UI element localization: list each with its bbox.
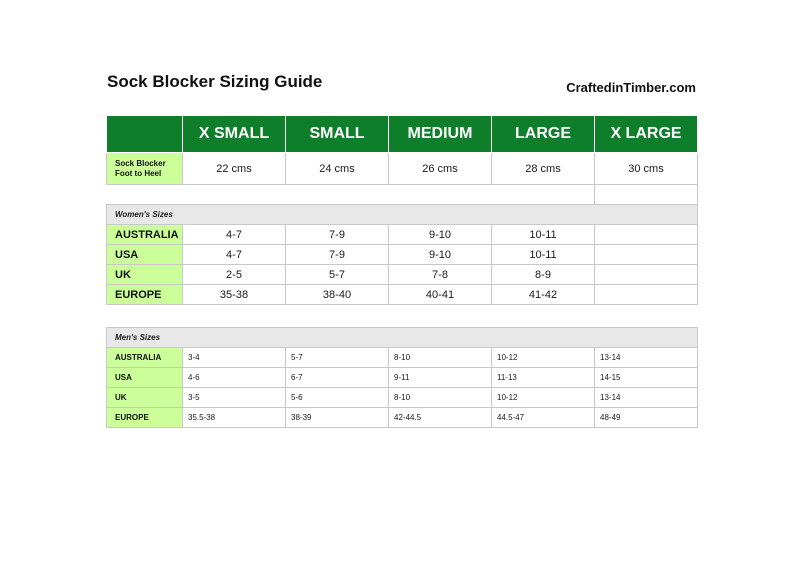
table-cell: 7-8 [389, 265, 492, 285]
foot-length-label: Sock Blocker Foot to Heel [107, 153, 183, 185]
table-cell: 41-42 [492, 285, 595, 305]
table-cell [595, 285, 698, 305]
table-cell: 14-15 [595, 368, 698, 388]
table-cell: 7-9 [286, 245, 389, 265]
foot-length-cell: 26 cms [389, 153, 492, 185]
table-cell: 9-10 [389, 225, 492, 245]
page-title: Sock Blocker Sizing Guide [107, 72, 323, 91]
row-label: AUSTRALIA [107, 348, 183, 368]
womens-sizes-heading: Women's Sizes [107, 205, 698, 225]
table-cell: 48-49 [595, 408, 698, 428]
table-cell: 8-9 [492, 265, 595, 285]
table-cell: 4-7 [183, 225, 286, 245]
size-header-large: LARGE [492, 116, 595, 153]
size-header-small: SMALL [286, 116, 389, 153]
table-cell [595, 265, 698, 285]
table-cell: 10-11 [492, 245, 595, 265]
table-cell: 44.5-47 [492, 408, 595, 428]
spacer-cell [595, 185, 698, 205]
mens-sizing-table [106, 327, 698, 428]
table-cell: 35-38 [183, 285, 286, 305]
table-cell: 10-12 [492, 348, 595, 368]
table-row [107, 348, 698, 368]
foot-length-cell: 28 cms [492, 153, 595, 185]
table-cell: 42-44.5 [389, 408, 492, 428]
table-cell: 5-7 [286, 348, 389, 368]
size-header-row [107, 116, 698, 153]
size-header-xlarge: X LARGE [595, 116, 698, 153]
table-cell: 2-5 [183, 265, 286, 285]
table-row [107, 225, 698, 245]
table-row [107, 265, 698, 285]
table-row [107, 285, 698, 305]
womens-section-row [107, 205, 698, 225]
table-cell: 35.5-38 [183, 408, 286, 428]
spacer-cell [107, 185, 595, 205]
size-header-medium: MEDIUM [389, 116, 492, 153]
header-corner-cell [107, 116, 183, 153]
table-cell: 9-10 [389, 245, 492, 265]
row-label: EUROPE [107, 285, 183, 305]
table-cell: 38-40 [286, 285, 389, 305]
foot-length-cell: 30 cms [595, 153, 698, 185]
table-cell: 4-7 [183, 245, 286, 265]
table-cell: 5-7 [286, 265, 389, 285]
table-cell: 3-5 [183, 388, 286, 408]
table-cell: 8-10 [389, 388, 492, 408]
table-cell [595, 225, 698, 245]
table-cell: 38-39 [286, 408, 389, 428]
table-cell: 13-14 [595, 348, 698, 368]
row-label: EUROPE [107, 408, 183, 428]
table-row [107, 368, 698, 388]
table-cell: 7-9 [286, 225, 389, 245]
table-cell: 13-14 [595, 388, 698, 408]
row-label: UK [107, 265, 183, 285]
table-cell: 11-13 [492, 368, 595, 388]
table-cell: 9-11 [389, 368, 492, 388]
row-label: USA [107, 245, 183, 265]
table-row [107, 245, 698, 265]
table-row [107, 408, 698, 428]
size-header-xsmall: X SMALL [183, 116, 286, 153]
row-label: USA [107, 368, 183, 388]
foot-length-cell: 24 cms [286, 153, 389, 185]
table-cell: 3-4 [183, 348, 286, 368]
row-label: UK [107, 388, 183, 408]
mens-section-row [107, 328, 698, 348]
table-cell [595, 245, 698, 265]
mens-sizes-heading: Men's Sizes [107, 328, 698, 348]
table-cell: 10-12 [492, 388, 595, 408]
row-label: AUSTRALIA [107, 225, 183, 245]
table-cell: 6-7 [286, 368, 389, 388]
table-cell: 40-41 [389, 285, 492, 305]
table-cell: 4-6 [183, 368, 286, 388]
brand-name: CraftedinTimber.com [566, 80, 696, 95]
table-cell: 5-6 [286, 388, 389, 408]
foot-length-row [107, 153, 698, 185]
spacer-row [107, 185, 698, 205]
sizing-table [106, 115, 698, 305]
foot-length-cell: 22 cms [183, 153, 286, 185]
table-cell: 10-11 [492, 225, 595, 245]
table-cell: 8-10 [389, 348, 492, 368]
table-row [107, 388, 698, 408]
